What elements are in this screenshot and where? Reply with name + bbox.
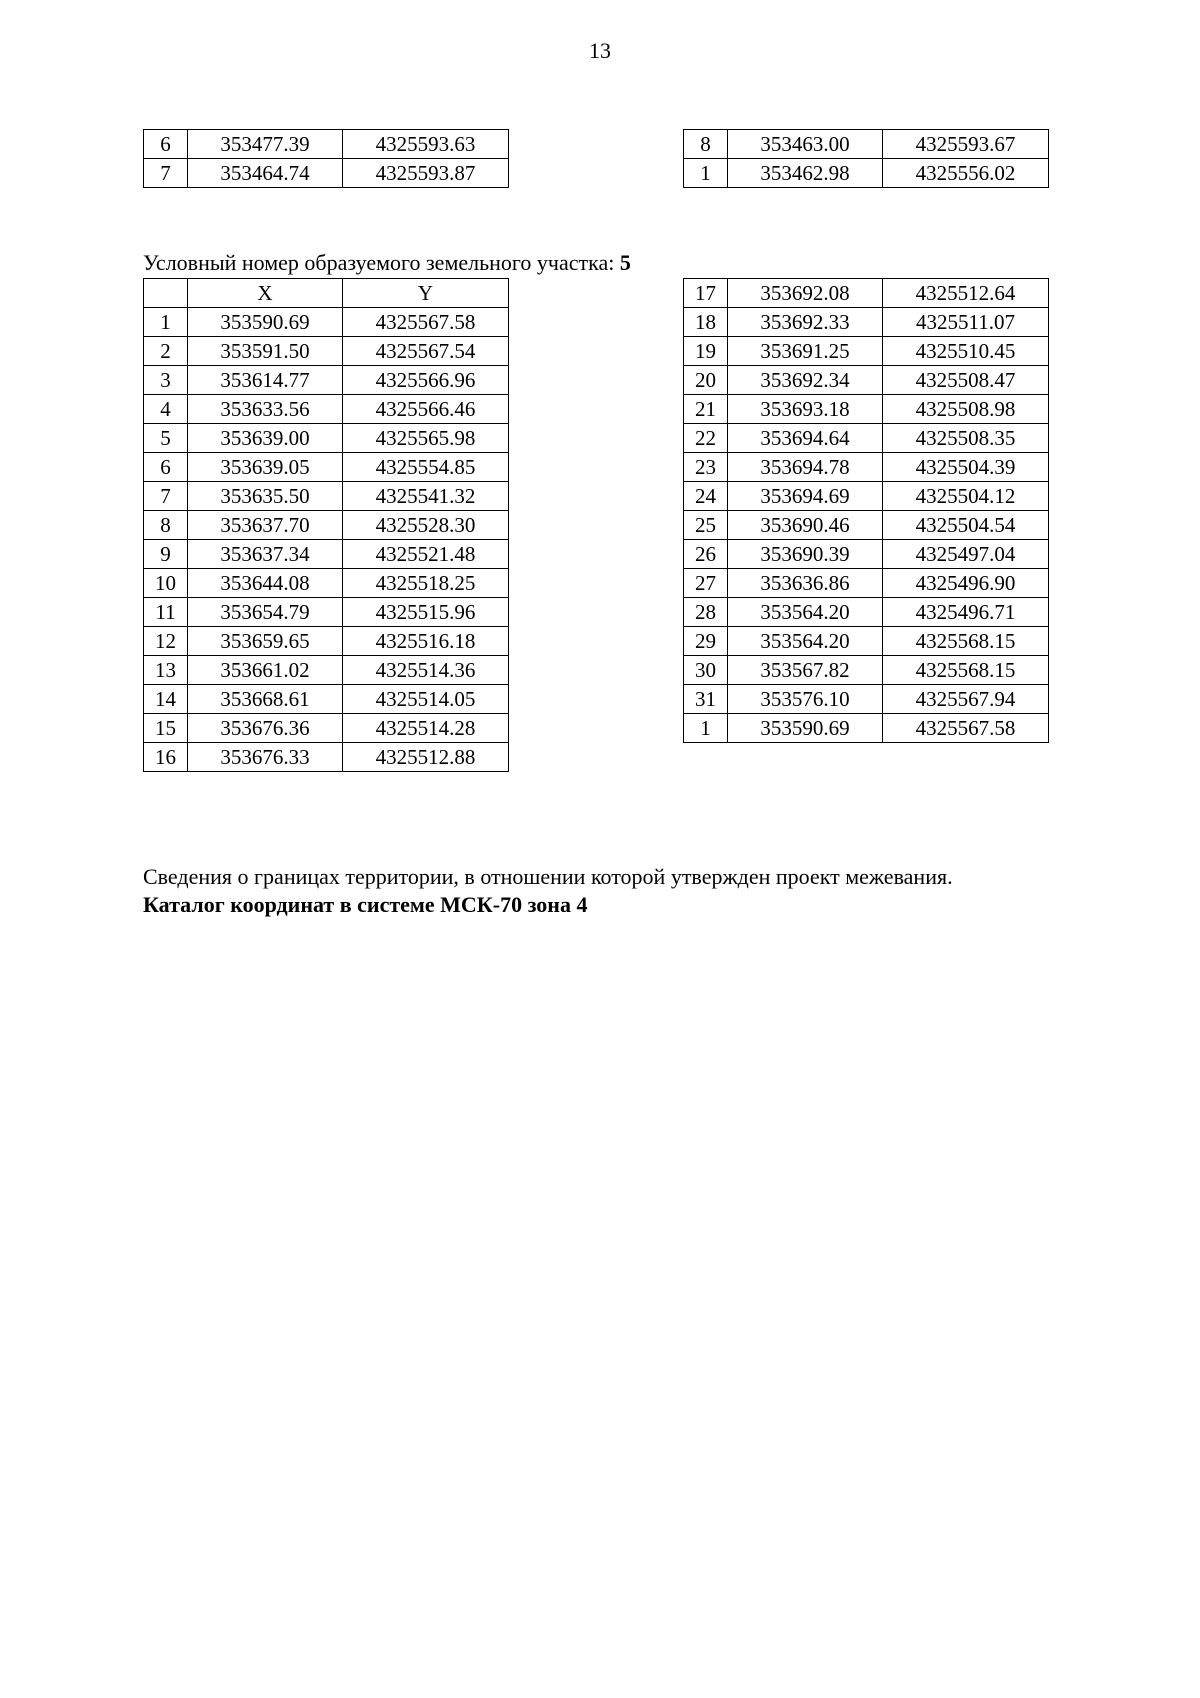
coordinate-catalog-heading: Каталог координат в системе МСК-70 зона 4 bbox=[143, 892, 588, 917]
table-row bbox=[684, 656, 1049, 685]
table-row bbox=[144, 743, 509, 772]
point-number-cell: 8 bbox=[684, 130, 728, 159]
y-coordinate-cell: 4325504.12 bbox=[883, 482, 1049, 511]
y-coordinate-cell: 4325511.07 bbox=[883, 308, 1049, 337]
x-coordinate-cell: 353477.39 bbox=[188, 130, 343, 159]
table-row bbox=[144, 159, 509, 188]
plot-right-coords-table bbox=[683, 278, 1049, 743]
x-coordinate-cell: 353693.18 bbox=[728, 395, 883, 424]
y-coordinate-cell: 4325515.96 bbox=[343, 598, 509, 627]
y-coordinate-cell: 4325496.90 bbox=[883, 569, 1049, 598]
point-number-cell: 1 bbox=[144, 308, 188, 337]
x-coordinate-cell: 353668.61 bbox=[188, 685, 343, 714]
table-row bbox=[684, 395, 1049, 424]
x-coordinate-cell: 353576.10 bbox=[728, 685, 883, 714]
x-coordinate-cell: 353637.34 bbox=[188, 540, 343, 569]
point-number-cell: 21 bbox=[684, 395, 728, 424]
x-coordinate-cell: 353564.20 bbox=[728, 598, 883, 627]
table-row bbox=[684, 714, 1049, 743]
y-coordinate-cell: 4325514.05 bbox=[343, 685, 509, 714]
x-coordinate-cell: 353661.02 bbox=[188, 656, 343, 685]
table-row bbox=[144, 714, 509, 743]
y-coordinate-cell: 4325556.02 bbox=[883, 159, 1049, 188]
plot-caption bbox=[143, 250, 631, 276]
point-number-cell: 20 bbox=[684, 366, 728, 395]
y-coordinate-cell: 4325518.25 bbox=[343, 569, 509, 598]
x-coordinate-cell: 353637.70 bbox=[188, 511, 343, 540]
y-coordinate-cell: 4325497.04 bbox=[883, 540, 1049, 569]
header-number-cell bbox=[144, 279, 188, 308]
table-row bbox=[684, 598, 1049, 627]
point-number-cell: 3 bbox=[144, 366, 188, 395]
y-coordinate-cell: 4325566.46 bbox=[343, 395, 509, 424]
top-left-coords-table bbox=[143, 129, 509, 188]
y-coordinate-cell: 4325512.88 bbox=[343, 743, 509, 772]
point-number-cell: 9 bbox=[144, 540, 188, 569]
point-number-cell: 6 bbox=[144, 130, 188, 159]
point-number-cell: 7 bbox=[144, 159, 188, 188]
y-coordinate-cell: 4325528.30 bbox=[343, 511, 509, 540]
x-coordinate-cell: 353692.34 bbox=[728, 366, 883, 395]
point-number-cell: 6 bbox=[144, 453, 188, 482]
x-coordinate-cell: 353692.33 bbox=[728, 308, 883, 337]
x-coordinate-cell: 353654.79 bbox=[188, 598, 343, 627]
x-coordinate-cell: 353463.00 bbox=[728, 130, 883, 159]
point-number-cell: 17 bbox=[684, 279, 728, 308]
y-coordinate-cell: 4325593.87 bbox=[343, 159, 509, 188]
table-row bbox=[684, 482, 1049, 511]
table-row bbox=[144, 569, 509, 598]
table-row bbox=[684, 366, 1049, 395]
plot-left-coords-table bbox=[143, 278, 509, 772]
point-number-cell: 15 bbox=[144, 714, 188, 743]
x-coordinate-cell: 353564.20 bbox=[728, 627, 883, 656]
y-coordinate-cell: 4325567.94 bbox=[883, 685, 1049, 714]
point-number-cell: 11 bbox=[144, 598, 188, 627]
x-coordinate-cell: 353644.08 bbox=[188, 569, 343, 598]
table-row bbox=[144, 366, 509, 395]
x-coordinate-cell: 353462.98 bbox=[728, 159, 883, 188]
table-row bbox=[144, 424, 509, 453]
y-coordinate-cell: 4325568.15 bbox=[883, 656, 1049, 685]
point-number-cell: 14 bbox=[144, 685, 188, 714]
x-coordinate-cell: 353694.78 bbox=[728, 453, 883, 482]
table-row bbox=[684, 159, 1049, 188]
table-row bbox=[144, 308, 509, 337]
x-coordinate-cell: 353464.74 bbox=[188, 159, 343, 188]
point-number-cell: 26 bbox=[684, 540, 728, 569]
y-coordinate-cell: 4325496.71 bbox=[883, 598, 1049, 627]
y-coordinate-cell: 4325514.28 bbox=[343, 714, 509, 743]
point-number-cell: 8 bbox=[144, 511, 188, 540]
point-number-cell: 30 bbox=[684, 656, 728, 685]
point-number-cell: 2 bbox=[144, 337, 188, 366]
point-number-cell: 25 bbox=[684, 511, 728, 540]
table-row bbox=[684, 453, 1049, 482]
point-number-cell: 1 bbox=[684, 159, 728, 188]
table-row bbox=[144, 540, 509, 569]
x-coordinate-cell: 353635.50 bbox=[188, 482, 343, 511]
point-number-cell: 29 bbox=[684, 627, 728, 656]
table-row bbox=[684, 511, 1049, 540]
table-header-row bbox=[144, 279, 509, 308]
header-y-cell: Y bbox=[343, 279, 509, 308]
table-row bbox=[144, 395, 509, 424]
table-row bbox=[684, 337, 1049, 366]
point-number-cell: 18 bbox=[684, 308, 728, 337]
x-coordinate-cell: 353590.69 bbox=[728, 714, 883, 743]
y-coordinate-cell: 4325593.63 bbox=[343, 130, 509, 159]
page-number: 13 bbox=[589, 38, 611, 63]
y-coordinate-cell: 4325504.54 bbox=[883, 511, 1049, 540]
point-number-cell: 19 bbox=[684, 337, 728, 366]
point-number-cell: 1 bbox=[684, 714, 728, 743]
point-number-cell: 5 bbox=[144, 424, 188, 453]
table-row bbox=[684, 130, 1049, 159]
y-coordinate-cell: 4325512.64 bbox=[883, 279, 1049, 308]
plot-caption-prefix: Условный номер образуемого земельного участка: bbox=[143, 250, 615, 275]
y-coordinate-cell: 4325516.18 bbox=[343, 627, 509, 656]
x-coordinate-cell: 353690.46 bbox=[728, 511, 883, 540]
x-coordinate-cell: 353633.56 bbox=[188, 395, 343, 424]
x-coordinate-cell: 353590.69 bbox=[188, 308, 343, 337]
point-number-cell: 28 bbox=[684, 598, 728, 627]
point-number-cell: 22 bbox=[684, 424, 728, 453]
table-row bbox=[144, 482, 509, 511]
y-coordinate-cell: 4325514.36 bbox=[343, 656, 509, 685]
point-number-cell: 10 bbox=[144, 569, 188, 598]
x-coordinate-cell: 353694.64 bbox=[728, 424, 883, 453]
table-row bbox=[144, 685, 509, 714]
table-row bbox=[144, 130, 509, 159]
x-coordinate-cell: 353636.86 bbox=[728, 569, 883, 598]
x-coordinate-cell: 353567.82 bbox=[728, 656, 883, 685]
point-number-cell: 4 bbox=[144, 395, 188, 424]
y-coordinate-cell: 4325510.45 bbox=[883, 337, 1049, 366]
territory-info-text: Сведения о границах территории, в отношении которой утвержден проект межевания. bbox=[143, 864, 953, 889]
table-row bbox=[144, 656, 509, 685]
y-coordinate-cell: 4325593.67 bbox=[883, 130, 1049, 159]
x-coordinate-cell: 353676.33 bbox=[188, 743, 343, 772]
table-row bbox=[684, 308, 1049, 337]
y-coordinate-cell: 4325567.58 bbox=[343, 308, 509, 337]
point-number-cell: 7 bbox=[144, 482, 188, 511]
plot-caption-number: 5 bbox=[619, 250, 631, 275]
y-coordinate-cell: 4325554.85 bbox=[343, 453, 509, 482]
x-coordinate-cell: 353639.00 bbox=[188, 424, 343, 453]
table-row bbox=[144, 453, 509, 482]
y-coordinate-cell: 4325566.96 bbox=[343, 366, 509, 395]
y-coordinate-cell: 4325504.39 bbox=[883, 453, 1049, 482]
y-coordinate-cell: 4325567.58 bbox=[883, 714, 1049, 743]
table-row bbox=[684, 685, 1049, 714]
point-number-cell: 27 bbox=[684, 569, 728, 598]
y-coordinate-cell: 4325508.35 bbox=[883, 424, 1049, 453]
table-row bbox=[144, 627, 509, 656]
table-row bbox=[144, 598, 509, 627]
y-coordinate-cell: 4325508.98 bbox=[883, 395, 1049, 424]
point-number-cell: 13 bbox=[144, 656, 188, 685]
table-row bbox=[684, 424, 1049, 453]
header-x-cell: X bbox=[188, 279, 343, 308]
x-coordinate-cell: 353676.36 bbox=[188, 714, 343, 743]
table-row bbox=[144, 337, 509, 366]
x-coordinate-cell: 353694.69 bbox=[728, 482, 883, 511]
y-coordinate-cell: 4325541.32 bbox=[343, 482, 509, 511]
table-row bbox=[144, 511, 509, 540]
x-coordinate-cell: 353659.65 bbox=[188, 627, 343, 656]
table-row bbox=[684, 540, 1049, 569]
point-number-cell: 24 bbox=[684, 482, 728, 511]
table-row bbox=[684, 627, 1049, 656]
x-coordinate-cell: 353690.39 bbox=[728, 540, 883, 569]
table-row bbox=[684, 569, 1049, 598]
point-number-cell: 12 bbox=[144, 627, 188, 656]
point-number-cell: 23 bbox=[684, 453, 728, 482]
x-coordinate-cell: 353691.25 bbox=[728, 337, 883, 366]
x-coordinate-cell: 353591.50 bbox=[188, 337, 343, 366]
point-number-cell: 31 bbox=[684, 685, 728, 714]
y-coordinate-cell: 4325567.54 bbox=[343, 337, 509, 366]
y-coordinate-cell: 4325508.47 bbox=[883, 366, 1049, 395]
x-coordinate-cell: 353639.05 bbox=[188, 453, 343, 482]
x-coordinate-cell: 353692.08 bbox=[728, 279, 883, 308]
territory-info bbox=[143, 863, 1143, 919]
y-coordinate-cell: 4325521.48 bbox=[343, 540, 509, 569]
y-coordinate-cell: 4325565.98 bbox=[343, 424, 509, 453]
table-row bbox=[684, 279, 1049, 308]
top-right-coords-table bbox=[683, 129, 1049, 188]
point-number-cell: 16 bbox=[144, 743, 188, 772]
y-coordinate-cell: 4325568.15 bbox=[883, 627, 1049, 656]
x-coordinate-cell: 353614.77 bbox=[188, 366, 343, 395]
